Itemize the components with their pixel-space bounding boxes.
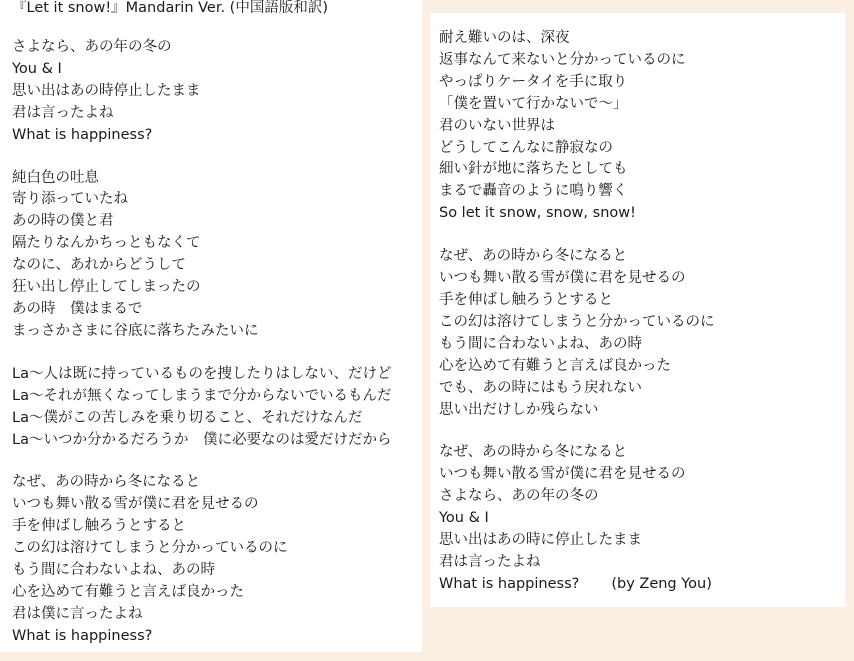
- lyric-line: [12, 81, 422, 103]
- left-stanzas: [12, 37, 422, 648]
- lyric-text: 君は僕に言ったよね: [12, 605, 143, 622]
- lyric-line: [439, 334, 845, 356]
- lyric-text: いつも舞い散る雪が僕に君を見せるの: [439, 270, 686, 287]
- lyric-line: [439, 94, 845, 116]
- lyric-line: [439, 552, 845, 574]
- lyric-text: So let it snow, snow, snow!: [439, 205, 636, 222]
- lyric-text: La〜人は既に持っているものを捜したりはしない、だけど: [12, 365, 392, 382]
- lyric-line: [12, 233, 422, 255]
- lyric-line: [439, 530, 845, 552]
- lyric-line: [12, 189, 422, 211]
- lyric-line: [439, 356, 845, 378]
- lyric-text: なのに、あれからどうして: [12, 257, 186, 274]
- lyric-text: あの時の僕と君: [12, 213, 114, 230]
- lyric-text: La〜僕がこの苦しみを乗り切ること、それだけなんだ: [12, 409, 363, 426]
- lyric-text: 手を伸ばし触ろうとすると: [12, 518, 186, 535]
- lyric-text: もう間に合わないよね、あの時: [439, 335, 642, 352]
- lyric-line: [12, 408, 422, 430]
- lyric-text: どうしてこんなに静寂なの: [439, 139, 613, 156]
- lyric-text: 耐え難いのは、深夜: [439, 30, 570, 46]
- lyric-line: [439, 378, 845, 400]
- lyric-text: あの時 僕はまるで: [12, 300, 143, 317]
- lyric-line: [12, 125, 422, 147]
- lyric-line: [439, 486, 845, 508]
- lyric-text: もう間に合わないよね、あの時: [12, 562, 215, 579]
- lyric-text: 細い針が地に落ちたとしても: [439, 161, 628, 178]
- lyric-line: [439, 28, 845, 50]
- lyric-line: [439, 312, 845, 334]
- lyric-line: [439, 72, 845, 94]
- lyric-text: 心を込めて有難うと言えば良かった: [12, 583, 244, 600]
- lyric-text: いつも舞い散る雪が僕に君を見せるの: [12, 496, 259, 513]
- lyric-line: [439, 400, 845, 422]
- lyric-text: なぜ、あの時から冬になると: [12, 474, 201, 491]
- right-stanzas: [439, 28, 845, 596]
- lyric-text: La〜それが無くなってしまうまで分からないでいるもんだ: [12, 387, 392, 404]
- lyric-text: What is happiness?: [12, 126, 153, 143]
- translator-credit: (by Zeng You): [611, 575, 712, 592]
- lyric-line: [439, 116, 845, 138]
- lyric-text: 寄り添っていたね: [12, 191, 128, 208]
- lyric-line: [12, 255, 422, 277]
- lyric-line: [439, 508, 845, 530]
- lyric-line: [12, 59, 422, 81]
- lyric-text: この幻は溶けてしまうと分かっているのに: [12, 540, 288, 557]
- lyric-text: 思い出はあの時停止したまま: [12, 82, 201, 99]
- lyric-line: [439, 268, 845, 290]
- lyric-text: でも、あの時にはもう戻れない: [439, 379, 642, 396]
- lyric-text: やっぱりケータイを手に取り: [439, 73, 628, 90]
- lyric-line: [12, 494, 422, 516]
- lyric-text: 思い出はあの時に停止したまま: [439, 532, 642, 549]
- lyric-text: まるで轟音のように鳴り響く: [439, 183, 628, 200]
- lyric-text: さよなら、あの年の冬の: [439, 488, 599, 505]
- lyric-line: [12, 37, 422, 59]
- lyric-text: 君のいない世界は: [439, 117, 555, 134]
- lyric-text: 思い出だけしか残らない: [439, 401, 599, 418]
- lyric-text: 純白色の吐息: [12, 169, 99, 186]
- lyric-line: [12, 103, 422, 125]
- lyric-text: この幻は溶けてしまうと分かっているのに: [439, 313, 715, 330]
- left-lyrics-panel: [0, 0, 422, 652]
- lyric-line: [439, 290, 845, 312]
- lyric-text: 手を伸ばし触ろうとすると: [439, 291, 613, 308]
- lyric-line: [439, 464, 845, 486]
- stanza: [12, 364, 422, 452]
- lyric-text: What is happiness?: [12, 627, 153, 644]
- lyric-text: What is happiness?: [439, 575, 580, 592]
- lyric-line: [12, 299, 422, 321]
- stanza: [439, 28, 845, 225]
- lyric-line: [12, 211, 422, 233]
- lyric-text: 君は言ったよね: [12, 104, 114, 121]
- stanza: [12, 472, 422, 647]
- lyric-line: [12, 321, 422, 343]
- lyric-text: 狂い出し停止してしまったの: [12, 279, 201, 296]
- lyric-text: まっさかさまに谷底に落ちたみたいに: [12, 322, 259, 339]
- lyric-line: [12, 430, 422, 452]
- stanza: [439, 442, 845, 595]
- lyric-line: [12, 538, 422, 560]
- lyric-line: [12, 516, 422, 538]
- lyric-line: [439, 181, 845, 203]
- lyric-line: [439, 159, 845, 181]
- lyric-line: [12, 626, 422, 648]
- lyric-text: La〜いつか分かるだろうか 僕に必要なのは愛だけだから: [12, 431, 392, 448]
- lyric-line: [439, 203, 845, 225]
- lyric-line: [12, 168, 422, 190]
- lyric-text: 返事なんて来ないと分かっているのに: [439, 51, 686, 68]
- lyric-line: [439, 138, 845, 160]
- lyric-line: [12, 582, 422, 604]
- lyric-line: [12, 604, 422, 626]
- lyric-line: [439, 574, 845, 596]
- lyric-text: You & I: [12, 60, 62, 77]
- lyric-text: 心を込めて有難うと言えば良かった: [439, 357, 671, 374]
- lyric-text: なぜ、あの時から冬になると: [439, 444, 628, 461]
- lyric-line: [439, 246, 845, 268]
- lyric-text: いつも舞い散る雪が僕に君を見せるの: [439, 466, 686, 483]
- lyric-line: [439, 442, 845, 464]
- lyric-line: [12, 277, 422, 299]
- lyrics-title: 『Let it snow!』Mandarin Ver. (中国語版和訳): [12, 0, 328, 16]
- lyric-line: [12, 386, 422, 408]
- lyric-line: [12, 560, 422, 582]
- lyric-line: [439, 50, 845, 72]
- lyric-line: [12, 364, 422, 386]
- right-lyrics-panel: [430, 13, 845, 607]
- stanza: [12, 37, 422, 147]
- stanza: [439, 246, 845, 421]
- lyric-text: さよなら、あの年の冬の: [12, 39, 172, 55]
- lyric-text: 「僕を置いて行かないで〜」: [439, 95, 628, 112]
- lyric-text: 君は言ったよね: [439, 553, 541, 570]
- lyric-text: 隔たりなんかちっともなくて: [12, 235, 201, 252]
- stanza: [12, 168, 422, 343]
- lyric-text: You & I: [439, 510, 489, 527]
- lyric-line: [12, 472, 422, 494]
- lyric-text: なぜ、あの時から冬になると: [439, 248, 628, 265]
